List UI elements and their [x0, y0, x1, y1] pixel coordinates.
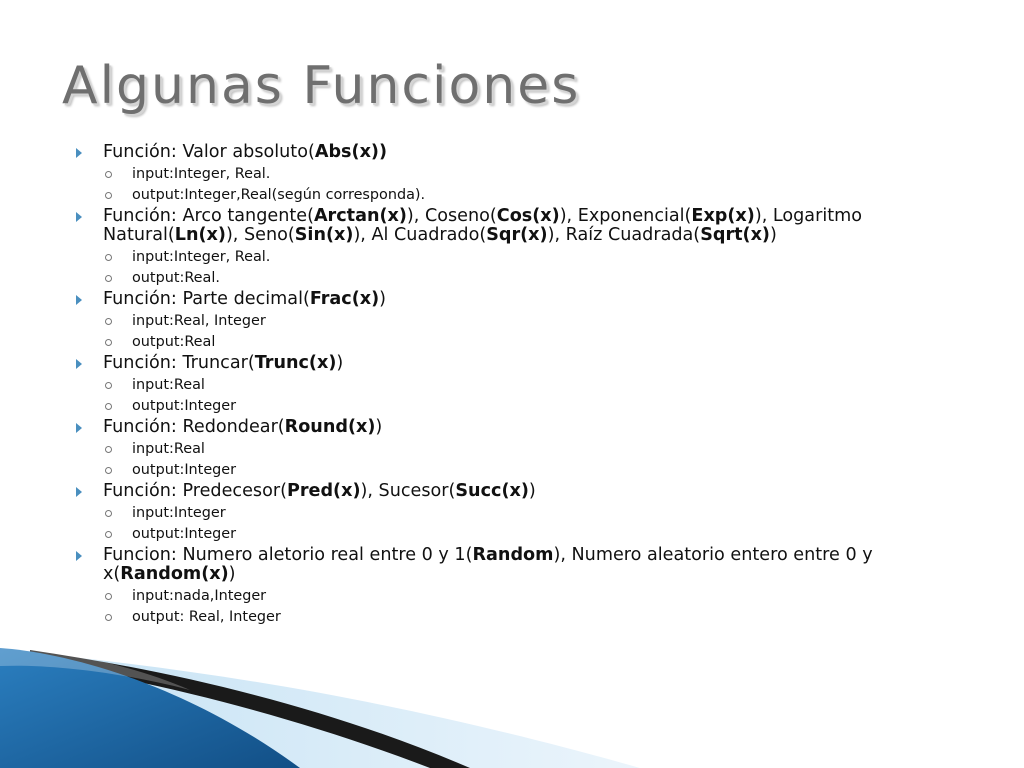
bullet-text-segment: ), Raíz Cuadrada(: [547, 225, 701, 245]
function-name: Sqrt(x): [700, 225, 770, 245]
sub-item-text: input:Real: [132, 377, 205, 393]
function-name: Exp(x): [691, 206, 755, 226]
bullet-text-segment: ): [228, 564, 236, 584]
sub-item-text: input:Real, Integer: [132, 313, 266, 329]
sub-item-text: output:Real: [132, 333, 216, 350]
sub-item-text: input:Integer, Real.: [132, 166, 271, 182]
bullet-text-segment: ), Al Cuadrado(: [353, 225, 487, 245]
function-name: Abs(x)): [314, 142, 387, 162]
bullet-text-segment: ), Logaritmo Natural(: [103, 206, 863, 245]
sub-item-text: input:Real: [132, 441, 205, 457]
bullet-text-segment: ), Exponencial(: [559, 206, 692, 226]
sub-item-text: output:Integer,Real(según corresponda).: [132, 186, 426, 203]
bullet-text-segment: Función: Valor absoluto(: [103, 142, 315, 162]
function-name: Random(x): [120, 564, 229, 584]
bullet-text-segment: Función: Parte decimal(: [103, 289, 310, 309]
bullet-text-segment: ): [375, 417, 383, 437]
function-name: Sin(x): [294, 225, 354, 245]
bullet-text-segment: ): [769, 225, 777, 245]
function-name: Succ(x): [455, 481, 529, 501]
function-name: Ln(x): [174, 225, 226, 245]
bullet-text-segment: Función: Predecesor(: [103, 481, 287, 501]
sub-item-text: output:Real.: [132, 269, 220, 286]
bullet-text-segment: ): [379, 289, 387, 309]
bullet-text-segment: ), Coseno(: [406, 206, 497, 226]
sub-item-text: output:Integer: [132, 525, 237, 542]
sub-item-text: output: Real, Integer: [132, 608, 281, 625]
function-name: Random: [472, 545, 554, 565]
sub-item-text: input:Integer: [132, 505, 226, 521]
bullet-text-segment: Función: Truncar(: [103, 353, 255, 373]
function-name: Pred(x): [286, 481, 361, 501]
bullet-text-segment: ), Sucesor(: [360, 481, 456, 501]
function-name: Arctan(x): [313, 206, 407, 226]
function-name: Round(x): [284, 417, 376, 437]
function-name: Frac(x): [309, 289, 380, 309]
bullet-text-segment: ): [336, 353, 344, 373]
bullet-text-segment: ), Numero aleatorio entero entre 0 y x(: [103, 545, 873, 584]
sub-item-text: output:Integer: [132, 397, 237, 414]
sub-item-text: input:nada,Integer: [132, 588, 267, 604]
function-name: Trunc(x): [254, 353, 337, 373]
function-name: Sqr(x): [486, 225, 548, 245]
bullet-text-segment: Función: Redondear(: [103, 417, 285, 437]
bullet-text-segment: ), Seno(: [225, 225, 295, 245]
sub-item-text: input:Integer, Real.: [132, 249, 271, 265]
bullet-text-segment: Función: Arco tangente(: [103, 206, 314, 226]
function-name: Cos(x): [496, 206, 560, 226]
bullet-text-segment: Funcion: Numero aletorio real entre 0 y 1(: [103, 545, 473, 565]
sub-item-text: output:Integer: [132, 461, 237, 478]
slide-title: Algunas Funciones: [62, 56, 581, 116]
bullet-text-segment: ): [528, 481, 536, 501]
